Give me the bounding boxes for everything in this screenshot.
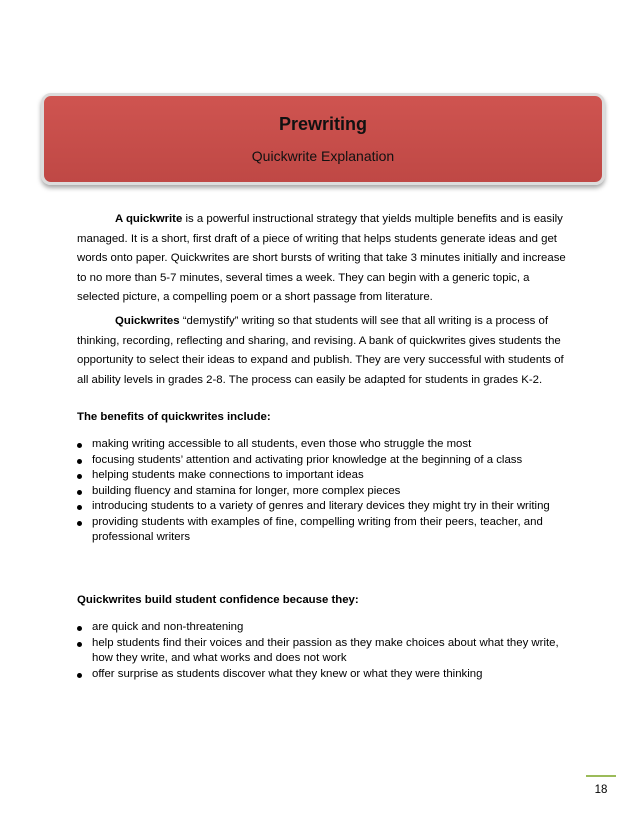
page-title: Prewriting	[278, 114, 367, 134]
bullet-icon	[77, 642, 82, 647]
list-item: are quick and non-threatening	[77, 620, 572, 636]
list-item: focusing students’ attention and activating prior knowledge at the beginning of a class	[77, 453, 572, 469]
confidence-list	[77, 620, 572, 682]
list-item: providing students with examples of fine, compelling writing from their peers, teacher, and professional writers	[77, 515, 572, 546]
list-item: introducing students to a variety of genres and literary devices they might try in their writing	[77, 499, 572, 515]
bullet-icon	[77, 521, 82, 526]
bullet-icon	[77, 474, 82, 479]
bullet-icon	[77, 490, 82, 495]
demystify-text: “demystify” writing so that students will see that all writing is a process of thinking, recording, reflecting and sharing, and revising. A bank of quickwrites gives students the opportunity to select their ideas to expand and publish. They are very successful with students of all ability levels in grades 2-8. The process can easily be adapted for students in grades K-2.	[77, 315, 564, 386]
intro-paragraph	[77, 210, 569, 308]
page-subtitle: Quickwrite Explanation	[251, 148, 395, 164]
bullet-icon	[77, 626, 82, 631]
confidence-heading: Quickwrites build student confidence because they:	[77, 594, 359, 606]
list-item: making writing accessible to all students, even those who struggle the most	[77, 437, 572, 453]
bullet-icon	[77, 673, 82, 678]
list-item: offer surprise as students discover what they knew or what they were thinking	[77, 667, 572, 683]
demystify-paragraph	[77, 312, 569, 390]
list-item: building fluency and stamina for longer, more complex pieces	[77, 484, 572, 500]
benefits-heading: The benefits of quickwrites include:	[77, 411, 271, 423]
benefits-list	[77, 437, 572, 546]
demystify-lead: Quickwrites	[115, 315, 180, 327]
bullet-icon	[77, 443, 82, 448]
bullet-icon	[77, 505, 82, 510]
bullet-icon	[77, 459, 82, 464]
list-item: help students find their voices and their passion as they make choices about what they write, how they write, and what works and does not work	[77, 636, 572, 667]
intro-text: is a powerful instructional strategy that yields multiple benefits and is easily managed. It is a short, first draft of a piece of writing that helps students generate ideas and get words onto paper. Quickwrites are short bursts of writing that take 3 minutes initially and increase to no more than 5-7 minutes, several times a week. They can begin with a generic topic, a selected picture, a compelling poem or a short passage from literature.	[77, 213, 566, 303]
list-item: helping students make connections to important ideas	[77, 468, 572, 484]
page-number: 18	[586, 775, 616, 803]
title-banner	[41, 93, 605, 185]
intro-lead: A quickwrite	[115, 213, 183, 225]
